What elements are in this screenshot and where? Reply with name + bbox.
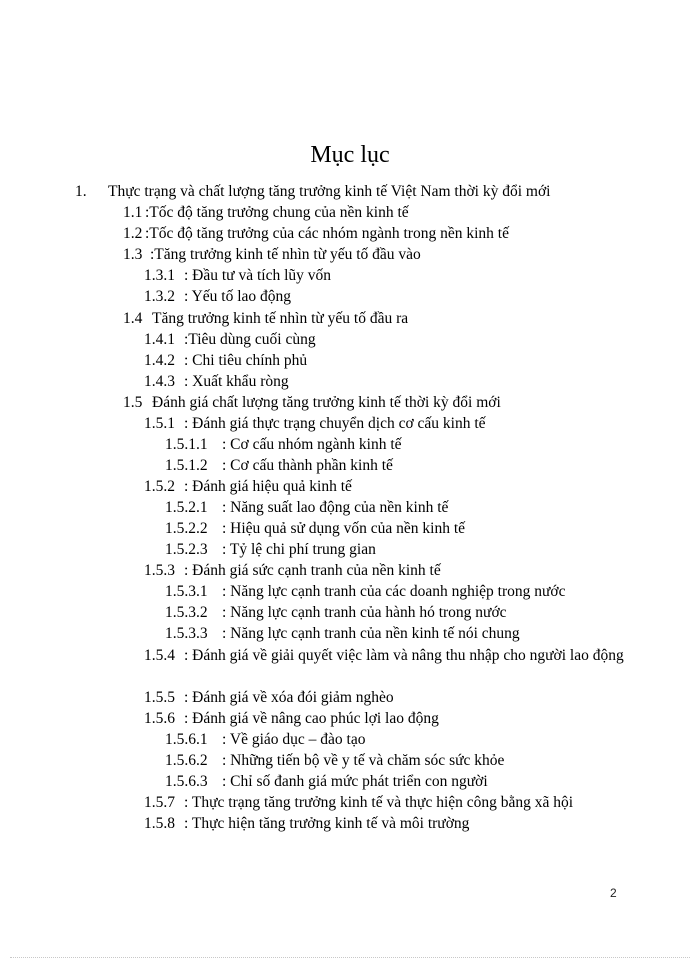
- toc-entry-number: 1.5.2.1: [165, 499, 208, 516]
- toc-entry-number: 1.5.3: [144, 562, 175, 579]
- toc-entry-text: : Cơ cấu thành phần kinh tế: [222, 457, 393, 474]
- toc-entry-number: 1.5: [123, 394, 143, 411]
- toc-entry-text: :Tốc độ tăng trưởng của các nhóm ngành trong nền kinh tế: [145, 225, 509, 242]
- toc-entry-number: 1.5.2.2: [165, 520, 208, 537]
- toc-entry-number: 1.5.3.2: [165, 604, 208, 621]
- toc-entry-number: 1.5.5: [144, 689, 175, 706]
- toc-entry-text: : Năng lực cạnh tranh của hành hó trong nước: [222, 604, 507, 621]
- toc-entry-text: : Những tiến bộ về y tế và chăm sóc sức khỏe: [222, 752, 505, 769]
- toc-entry-text: : Năng lực cạnh tranh của nền kinh tế nói chung: [222, 625, 520, 642]
- toc-entry-number: 1.5.2.3: [165, 541, 208, 558]
- toc-entry-text: : Đánh giá sức cạnh tranh của nền kinh tế: [184, 562, 441, 579]
- toc-entry-number: 1.5.7: [144, 794, 175, 811]
- toc-entry-number: 1.1: [123, 204, 143, 221]
- toc-entry-number: 1.5.6.2: [165, 752, 208, 769]
- toc-entry-text: : Chỉ số đanh giá mức phát triển con người: [222, 773, 488, 790]
- toc-entry-text: : Thực hiện tăng trưởng kinh tế và môi trường: [184, 815, 470, 832]
- toc-entry-number: 1.3.1: [144, 267, 175, 284]
- toc-entry-text: Thực trạng và chất lượng tăng trưởng kinh tế Việt Nam thời kỳ đổi mới: [108, 183, 551, 200]
- toc-entry-text: : Chi tiêu chính phủ: [184, 352, 308, 369]
- toc-entry-text: : Tỷ lệ chi phí trung gian: [222, 541, 376, 558]
- toc-entry-text: : Đánh giá về xóa đói giảm nghèo: [184, 689, 394, 706]
- page-number: 2: [610, 886, 617, 900]
- toc-entry-text: Đánh giá chất lượng tăng trưởng kinh tế thời kỳ đổi mới: [152, 394, 501, 411]
- toc-entry-number: 1.4.2: [144, 352, 175, 369]
- toc-entry-number: 1.4.3: [144, 373, 175, 390]
- toc-entry-number: 1.: [75, 183, 87, 200]
- toc-entry-number: 1.3.2: [144, 288, 175, 305]
- toc-entry-number: 1.2: [123, 225, 143, 242]
- toc-entry-number: 1.5.6: [144, 710, 175, 727]
- toc-entry-number: 1.5.4: [144, 647, 175, 664]
- toc-entry-text: : Đầu tư và tích lũy vốn: [184, 267, 332, 284]
- page-bottom-divider: [10, 957, 690, 958]
- toc-entry-text: : Cơ cấu nhóm ngành kinh tế: [222, 436, 402, 453]
- toc-entry-number: 1.5.6.3: [165, 773, 208, 790]
- toc-entry-text: Tăng trưởng kinh tế nhìn từ yếu tố đầu ra: [152, 310, 409, 327]
- toc-entry-number: 1.5.1: [144, 415, 175, 432]
- toc-entry-number: 1.5.3.1: [165, 583, 208, 600]
- toc-entry-number: 1.4.1: [144, 331, 175, 348]
- toc-entry-text: :Tốc độ tăng trưởng chung của nền kinh tế: [145, 204, 409, 221]
- toc-entry-number: 1.3: [123, 246, 143, 263]
- toc-entry-text: : Hiệu quả sử dụng vốn của nền kinh tế: [222, 520, 466, 537]
- toc-entry-number: 1.5.1.2: [165, 457, 208, 474]
- toc-entry-text: :Tiêu dùng cuối cùng: [184, 331, 316, 348]
- toc-entry-number: 1.5.3.3: [165, 625, 208, 642]
- toc-entry-number: 1.5.6.1: [165, 731, 208, 748]
- toc-entry-text: : Năng lực cạnh tranh của các doanh nghiệp trong nước: [222, 583, 566, 600]
- toc-entry-text: : Thực trạng tăng trưởng kinh tế và thực hiện công bằng xã hội: [184, 794, 574, 811]
- toc-entry-text: : Năng suất lao động của nền kinh tế: [222, 499, 449, 516]
- toc-entry-number: 1.5.8: [144, 815, 175, 832]
- toc-title: Mục lục: [310, 142, 390, 168]
- toc-entry-text: : Yếu tố lao động: [184, 288, 292, 305]
- toc-entry-text: : Đánh giá về giải quyết việc làm và nâng thu nhập cho người lao động: [184, 647, 624, 664]
- toc-entry-text: : Đánh giá thực trạng chuyển dịch cơ cấu kinh tế: [184, 415, 486, 432]
- toc-entry-text: : Xuất khẩu ròng: [184, 373, 289, 390]
- toc-entry-number: 1.4: [123, 310, 143, 327]
- toc-entry-text: : Về giáo dục – đào tạo: [222, 731, 366, 748]
- toc-entry-text: : Đánh giá về nâng cao phúc lợi lao động: [184, 710, 439, 727]
- toc-entry-number: 1.5.2: [144, 478, 175, 495]
- toc-entry-number: 1.5.1.1: [165, 436, 208, 453]
- toc-entry-text: : Đánh giá hiệu quả kinh tế: [184, 478, 352, 495]
- toc-entry-text: :Tăng trưởng kinh tế nhìn từ yếu tố đầu vào: [150, 246, 421, 263]
